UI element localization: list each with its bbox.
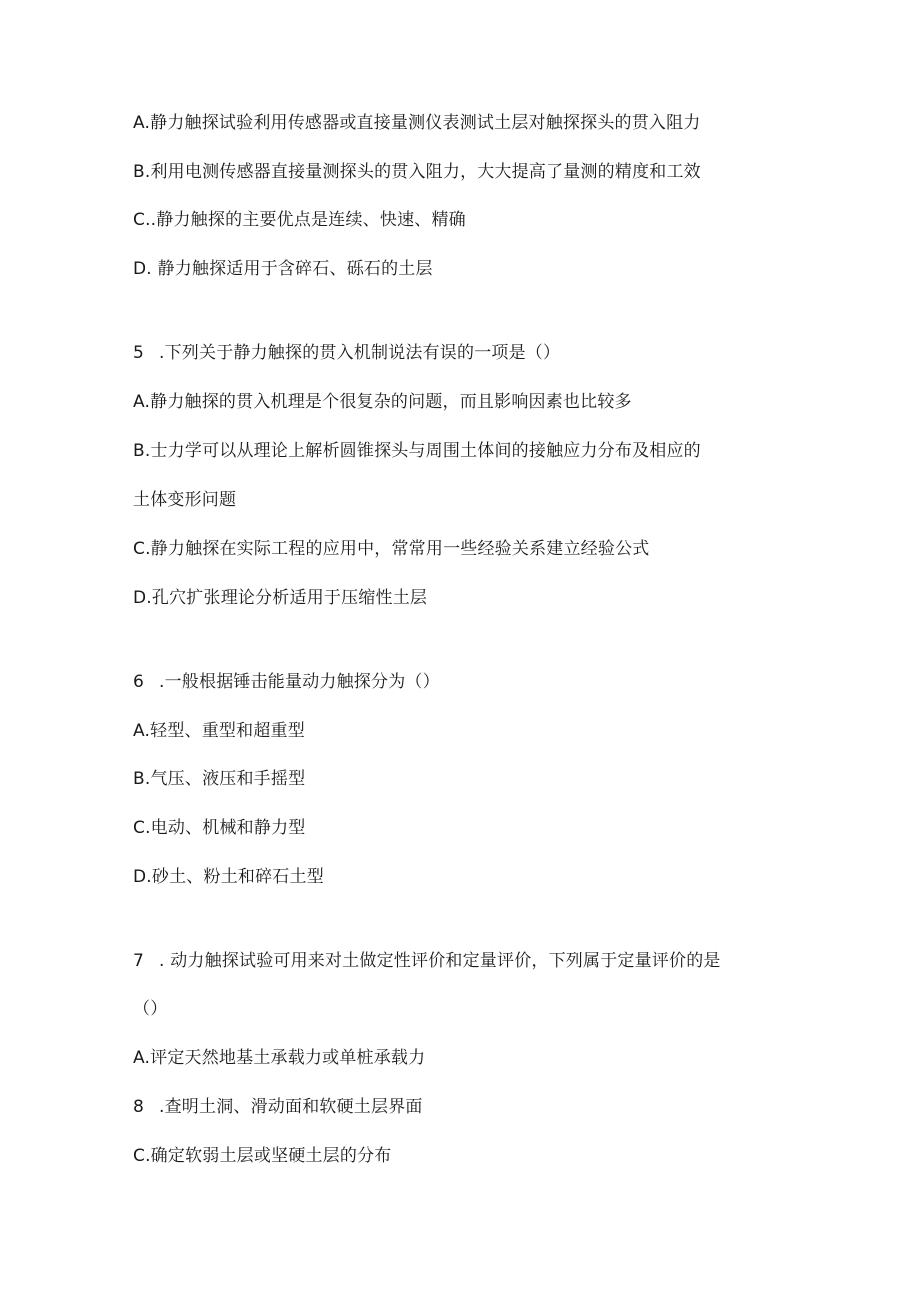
question-8	[133, 1096, 423, 1118]
question-number: 7	[133, 951, 145, 971]
question-number: 8	[133, 1097, 145, 1117]
option-c: C.静力触探在实际工程的应用中，常常用一些经验关系建立经验公式	[133, 539, 650, 559]
question-text: .一般根据锤击能量动力触探分为（）	[159, 672, 440, 692]
question-7-continued: （）	[133, 999, 168, 1019]
question-text: .查明土洞、滑动面和软硬土层界面	[159, 1097, 423, 1117]
option-b-continued: 土体变形问题	[133, 490, 237, 510]
question-5	[133, 342, 560, 364]
option-d: D. 静力触探适用于含碎石、砾石的土层	[133, 259, 433, 279]
option-b: B.气压、液压和手摇型	[133, 769, 306, 789]
question-6	[133, 671, 440, 693]
option-a: A.静力触探试验利用传感器或直接量测仪表测试土层对触探探头的贯入阻力	[133, 113, 701, 133]
option-d: D.孔穴扩张理论分析适用于压缩性土层	[133, 588, 428, 608]
option-b: B.士力学可以从理论上解析圆锥探头与周围土体间的接触应力分布及相应的	[133, 441, 701, 461]
question-number: 6	[133, 672, 145, 692]
option-a: A.静力触探的贯入机理是个很复杂的问题，而且影响因素也比较多	[133, 392, 632, 412]
question-number: 5	[133, 343, 145, 363]
option-c: C..静力触探的主要优点是连续、快速、精确	[133, 210, 466, 230]
question-7	[133, 950, 721, 972]
option-c: C.确定软弱土层或坚硬土层的分布	[133, 1146, 392, 1166]
option-d: D.砂土、粉土和碎石土型	[133, 867, 324, 887]
question-text: .下列关于静力触探的贯入机制说法有误的一项是（）	[159, 343, 561, 363]
option-a: A.轻型、重型和超重型	[133, 721, 305, 741]
option-b: B.利用电测传感器直接量测探头的贯入阻力，大大提高了量测的精度和工效	[133, 162, 701, 182]
option-a: A.评定天然地基土承载力或单桩承载力	[133, 1048, 426, 1068]
option-c: C.电动、机械和静力型	[133, 818, 306, 838]
question-text: . 动力触探试验可用来对土做定性评价和定量评价，下列属于定量评价的是	[159, 951, 721, 971]
